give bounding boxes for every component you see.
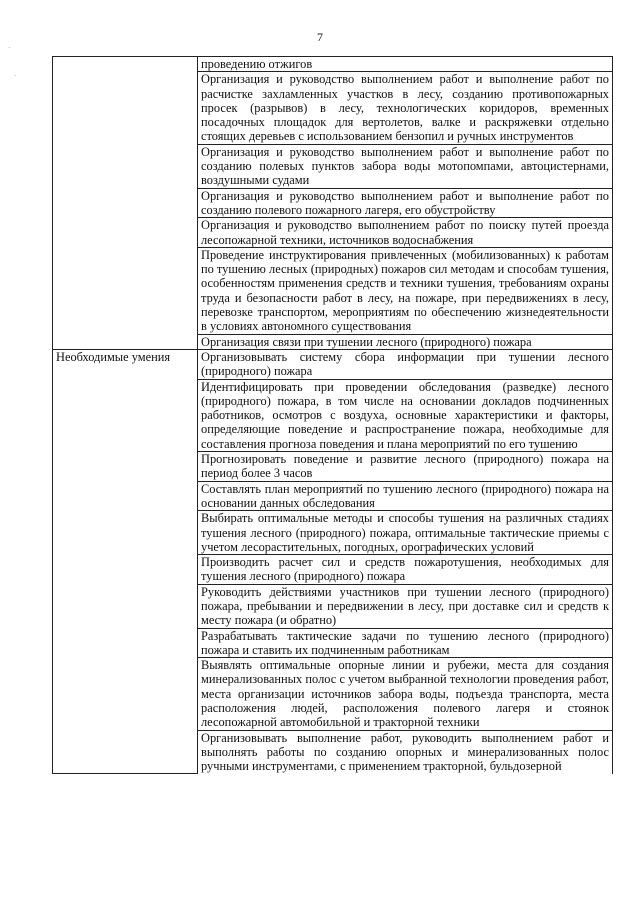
requirements-table	[52, 56, 613, 774]
page-number: 7	[317, 30, 323, 44]
table-cell: Идентифицировать при проведении обследования (разведке) лесного (природного) пожара, в том числе на основании докладов подчиненных работников, осмотров с воздуха, основные характеристики и факторы, определяющие поведение и распространение пожара, необходимые для составления прогноза поведения и плана мероприятий по его тушению	[198, 379, 613, 451]
table-cell: Организация связи при тушении лесного (природного) пожара	[198, 334, 613, 349]
table-cell: Руководить действиями участников при тушении лесного (природного) пожара, пребывании и передвижении в лесу, при доставке сил и средств к месту пожара (и обратно)	[198, 584, 613, 628]
requirement-category-label: Необходимые умения	[53, 349, 198, 773]
table-cell: Организовывать систему сбора информации при тушении лесного (природного) пожара	[198, 349, 613, 379]
requirement-category-label	[53, 57, 198, 350]
table-cell: Прогнозировать поведение и развитие лесного (природного) пожара на период более 3 часов	[198, 452, 613, 482]
table-cell: Разрабатывать тактические задачи по тушению лесного (природного) пожара и ставить их подчиненным работникам	[198, 628, 613, 658]
margin-mark: ·	[8, 44, 11, 52]
table-cell: Организация и руководство выполнением работ и выполнение работ по созданию полевого пожарного лагеря, его обустройству	[198, 188, 613, 218]
table-cell: Выявлять оптимальные опорные линии и рубежи, места для создания минерализованных полос с учетом выбранной технологии проведения работ, места организации источников забора воды, подъезда транспорта, места расположения людей, расположения полевого лагеря и стоянок лесопожарной автомобильной и тракторной техники	[198, 658, 613, 730]
table-cell: Проведение инструктирования привлеченных (мобилизованных) к работам по тушению лесных (природных) пожаров сил методам и способам тушения, особенностям применения средств и техники тушения, требованиям охраны труда и безопасности работ в лесу, на пожаре, при передвижениях в лесу, перевозке транспортом, мероприятиям по обеспечению жизнедеятельности в условиях автономного существования	[198, 247, 613, 334]
table-cell: Организация и руководство выполнением работ и выполнение работ по созданию полевых пунктов забора воды мотопомпами, автоцистернами, воздушными судами	[198, 144, 613, 188]
table-cell: Организация и руководство выполнением работ по поиску путей проезда лесопожарной техники, источников водоснабжения	[198, 218, 613, 248]
table-cell: Организовывать выполнение работ, руководить выполнением работ и выполнять работы по созданию опорных и минерализованных полос ручными инструментами, с применением тракторной, бульдозерной	[198, 730, 613, 773]
margin-mark: ·	[14, 72, 17, 80]
table-cell: Производить расчет сил и средств пожаротушения, необходимых для тушения лесного (природного) пожара	[198, 555, 613, 585]
table-cell: Организация и руководство выполнением работ и выполнение работ по расчистке захламленных участков в лесу, созданию противопожарных просек (разрывов) в лесу, технологических коридоров, временных посадочных площадок для вертолетов, валке и раскряжевки отдельно стоящих деревьев с использованием бензопил и ручных инструментов	[198, 72, 613, 144]
table-cell: Составлять план мероприятий по тушению лесного (природного) пожара на основании данных обследования	[198, 481, 613, 511]
table-cell: проведению отжигов	[198, 57, 613, 72]
table-row	[53, 57, 613, 72]
table-row	[53, 349, 613, 379]
table-cell: Выбирать оптимальные методы и способы тушения на различных стадиях тушения лесного (природного) пожара, оптимальные тактические приемы с учетом лесорастительных, погодных, орографических условий	[198, 511, 613, 555]
